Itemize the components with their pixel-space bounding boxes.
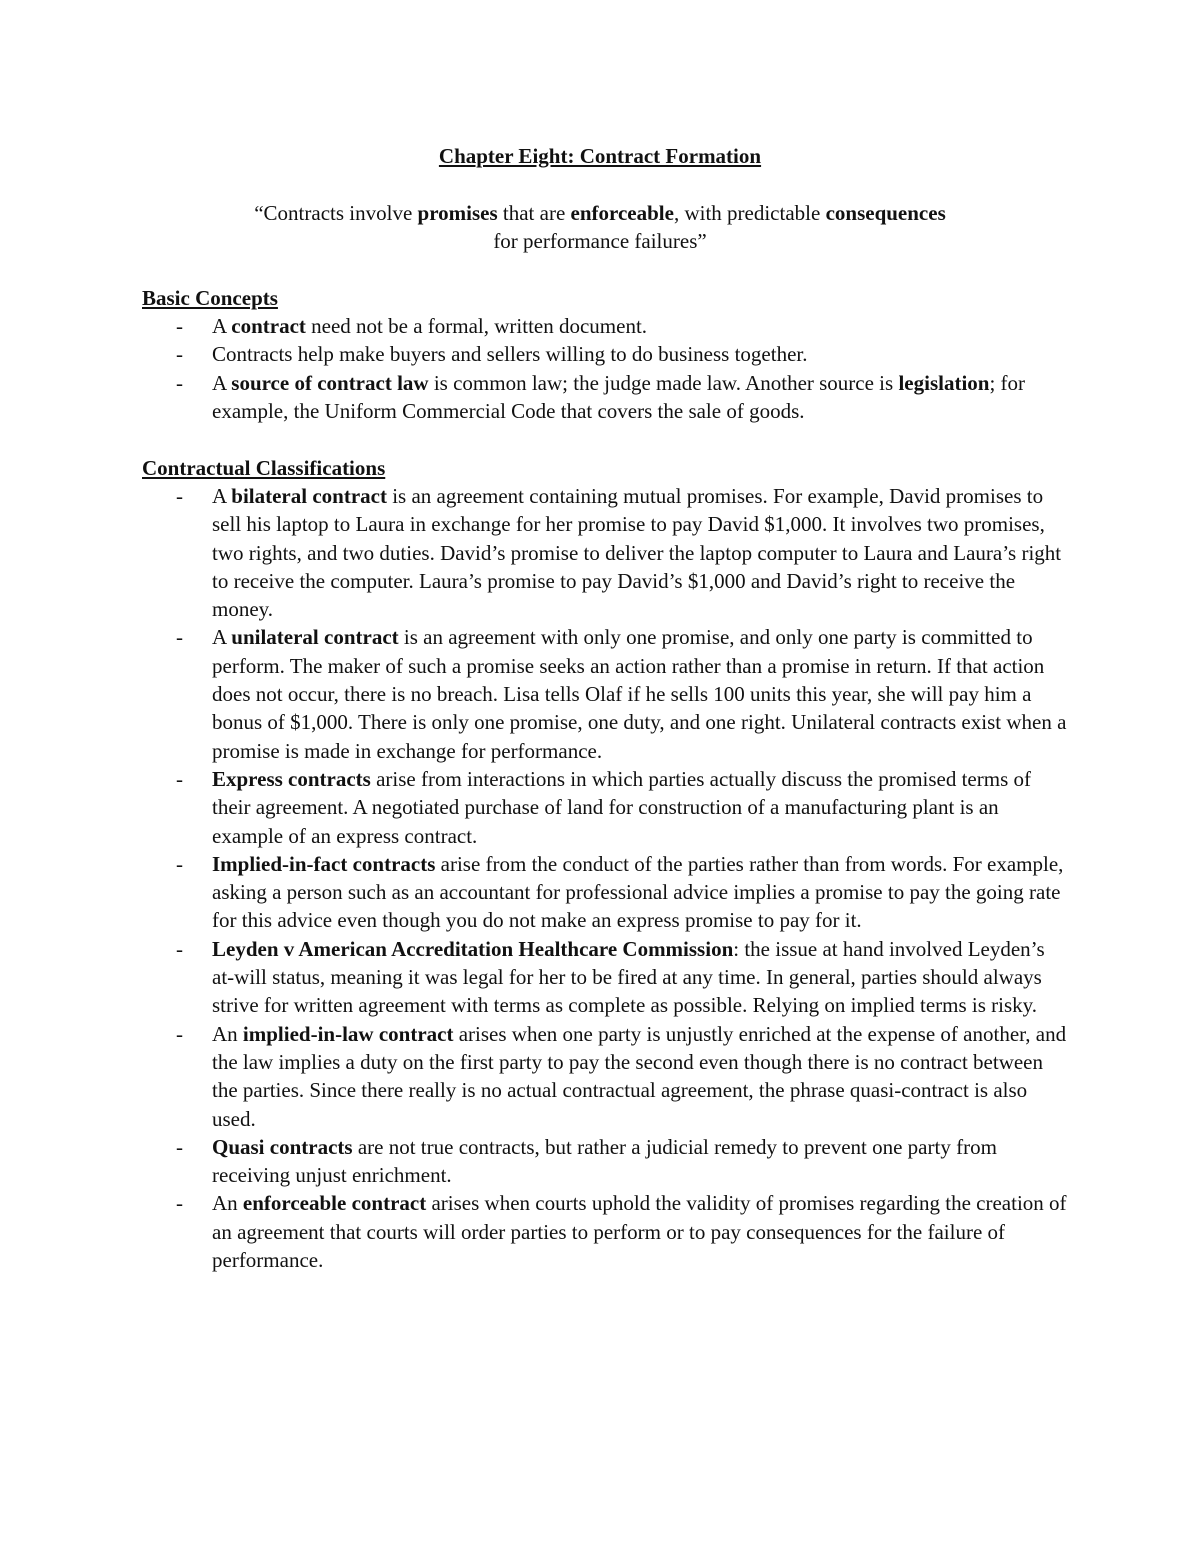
bullet-dash: - bbox=[176, 766, 183, 791]
basic-concepts-list bbox=[142, 312, 1072, 425]
list-item bbox=[142, 623, 1072, 764]
bullet-dash: - bbox=[176, 342, 183, 367]
bullet-dash: - bbox=[176, 936, 183, 961]
quote-text: that are bbox=[497, 201, 571, 225]
item-text: is an agreement containing mutual promises. For example, David promises to sell his laptop to Laura in exchange for her promise to pay David $1,000. It involves two promises, two rights, and two duties. David’s promise to deliver the laptop computer to Laura and Laura’s right to receive the computer. Laura’s promise to pay David’s $1,000 and David’s right to receive the money. bbox=[212, 484, 1062, 622]
bullet-dash: - bbox=[176, 1191, 183, 1216]
list-item bbox=[142, 935, 1072, 1020]
section-heading-contractual-classifications: Contractual Classifications bbox=[142, 456, 386, 480]
quote-text: , with predictable bbox=[673, 201, 826, 225]
list-item bbox=[142, 312, 1072, 340]
item-bold-term: unilateral contract bbox=[231, 625, 399, 650]
intro-quote bbox=[250, 199, 950, 256]
item-text: arise from the conduct of the parties rather than from words. For example, asking a person such as an accountant for professional advice implies a promise to pay the going rate for this advice even though you do not make an express promise to pay for it. bbox=[212, 851, 1064, 933]
list-item bbox=[142, 1020, 1072, 1133]
list-item bbox=[142, 1189, 1072, 1274]
bullet-dash: - bbox=[176, 1021, 183, 1046]
item-bold-term: legislation bbox=[898, 370, 990, 395]
item-text: arise from interactions in which parties actually discuss the promised terms of their agreement. A negotiated purchase of land for construction of a manufacturing plant is an example of an express contract. bbox=[212, 766, 1032, 848]
list-item bbox=[142, 765, 1072, 850]
item-text: ; for example, the Uniform Commercial Code that covers the sale of goods. bbox=[212, 370, 1026, 423]
item-text: A bbox=[212, 314, 232, 338]
item-bold-term: implied-in-law contract bbox=[242, 1021, 454, 1046]
item-bold-term: bilateral contract bbox=[231, 484, 387, 508]
item-bold-term: Leyden v American Accreditation Healthcare Commission bbox=[212, 936, 734, 961]
item-bold-term: source of contract law bbox=[231, 370, 429, 395]
item-bold-term: Implied-in-fact contracts bbox=[212, 851, 436, 876]
list-item bbox=[142, 850, 1072, 935]
bullet-dash: - bbox=[176, 484, 183, 508]
quote-text: for performance failures” bbox=[493, 229, 707, 254]
item-text: A bbox=[212, 484, 232, 508]
item-text: arises when courts uphold the validity of promises regarding the creation of an agreement that courts will order parties to perform or to pay consequences for the failure of performance. bbox=[212, 1191, 1067, 1273]
item-text: is common law; the judge made law. Another source is bbox=[428, 370, 899, 395]
item-bold-term: enforceable contract bbox=[242, 1191, 427, 1216]
bullet-dash: - bbox=[176, 314, 183, 338]
item-bold-term: Express contracts bbox=[212, 766, 371, 791]
list-item bbox=[142, 340, 1072, 368]
quote-bold-term: enforceable bbox=[570, 201, 674, 225]
item-text: A bbox=[212, 370, 232, 395]
bullet-dash: - bbox=[176, 625, 183, 650]
item-text: An bbox=[212, 1191, 243, 1216]
bullet-dash: - bbox=[176, 1134, 183, 1159]
item-text: are not true contracts, but rather a judicial remedy to prevent one party from receiving unjust enrichment. bbox=[212, 1134, 997, 1188]
list-item bbox=[142, 482, 1072, 623]
list-item bbox=[142, 369, 1072, 426]
bullet-dash: - bbox=[176, 851, 183, 876]
quote-text: “Contracts involve bbox=[254, 201, 418, 225]
item-text: A bbox=[212, 625, 232, 650]
item-text: arises when one party is unjustly enriched at the expense of another, and the law implies a duty on the first party to pay the second even though there is no contract between the parties. Since there really is no actual contractual agreement, the phrase quasi-contract is also used. bbox=[212, 1021, 1067, 1131]
item-text: An bbox=[212, 1021, 243, 1046]
item-text: need not be a formal, written document. bbox=[305, 314, 648, 338]
page-title: Chapter Eight: Contract Formation bbox=[438, 144, 762, 168]
contractual-classifications-list bbox=[142, 482, 1072, 1274]
quote-bold-term: promises bbox=[417, 201, 498, 225]
item-text: : the issue at hand involved Leyden’s at-will status, meaning it was legal for her to be fired at any time. In general, parties should always strive for written agreement with terms as complete as possible. Relying on implied terms is risky. bbox=[212, 936, 1045, 1018]
item-bold-term: Quasi contracts bbox=[212, 1134, 353, 1159]
section-heading-basic-concepts: Basic Concepts bbox=[142, 286, 278, 310]
item-bold-term: contract bbox=[231, 314, 306, 338]
quote-bold-term: consequences bbox=[825, 201, 946, 225]
item-text: is an agreement with only one promise, and only one party is committed to perform. The maker of such a promise seeks an action rather than a promise in return. If that action does not occur, there is no breach. Lisa tells Olaf if he sells 100 units this year, she will pay him a bonus of $1,000. There is only one promise, one duty, and one right. Unilateral contracts exist when a promise is made in exchange for performance. bbox=[212, 625, 1067, 763]
bullet-dash: - bbox=[176, 370, 183, 395]
list-item bbox=[142, 1133, 1072, 1190]
item-text: Contracts help make buyers and sellers willing to do business together. bbox=[212, 342, 808, 367]
